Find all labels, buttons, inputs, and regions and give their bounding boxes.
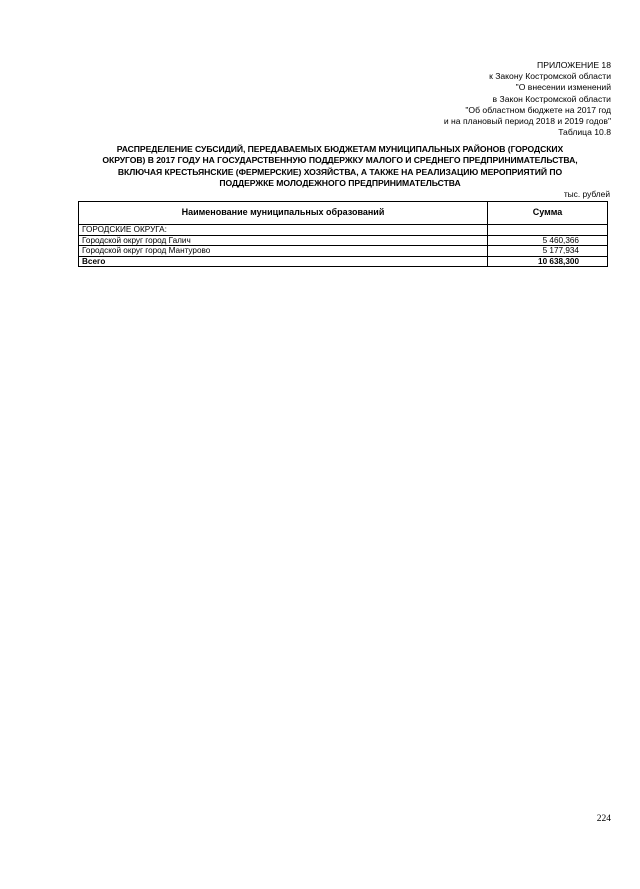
document-title [70,144,610,190]
row-name: Городской округ город Галич [79,235,488,246]
appendix-header [444,60,611,138]
row-amount: 5 177,934 [488,246,608,257]
appendix-line: в Закон Костромской области [492,93,611,104]
total-row [79,256,608,267]
column-header-name: Наименование муниципальных образований [79,202,488,225]
unit-label: тыс. рублей [563,189,610,199]
total-label: Всего [79,256,488,267]
subsidy-table [78,201,608,267]
appendix-line: "Об областном бюджете на 2017 год [465,104,611,115]
table-number: Таблица 10.8 [558,127,611,138]
appendix-line: "О внесении изменений [515,82,611,93]
appendix-line: и на плановый период 2018 и 2019 годов" [443,116,611,127]
row-name: ГОРОДСКИЕ ОКРУГА: [79,225,488,236]
row-amount [488,225,608,236]
title-line: ПОДДЕРЖКЕ МОЛОДЕЖНОГО ПРЕДПРИНИМАТЕЛЬСТВА [219,178,461,189]
row-name: Городской округ город Мантурово [79,246,488,257]
appendix-line: ПРИЛОЖЕНИЕ 18 [537,60,611,70]
total-amount: 10 638,300 [488,256,608,267]
column-header-amount: Сумма [488,202,608,225]
table-row [79,246,608,257]
page-number: 224 [596,814,611,824]
title-line: РАСПРЕДЕЛЕНИЕ СУБСИДИЙ, ПЕРЕДАВАЕМЫХ БЮДЖЕТАМ МУНИЦИПАЛЬНЫХ РАЙОНОВ (ГОРОДСКИХ [116,144,564,154]
table-row [79,235,608,246]
row-amount: 5 460,366 [488,235,608,246]
table-header-row [79,202,608,225]
appendix-line: к Закону Костромской области [489,71,611,82]
title-line: ОКРУГОВ) В 2017 ГОДУ НА ГОСУДАРСТВЕННУЮ ПОДДЕРЖКУ МАЛОГО И СРЕДНЕГО ПРЕДПРИНИМАТЕЛЬСТВА, [102,155,578,166]
table-row [79,225,608,236]
title-line: ВКЛЮЧАЯ КРЕСТЬЯНСКИЕ (ФЕРМЕРСКИЕ) ХОЗЯЙСТВА, А ТАКЖЕ НА РЕАЛИЗАЦИЮ МЕРОПРИЯТИЙ ПО [117,166,563,177]
